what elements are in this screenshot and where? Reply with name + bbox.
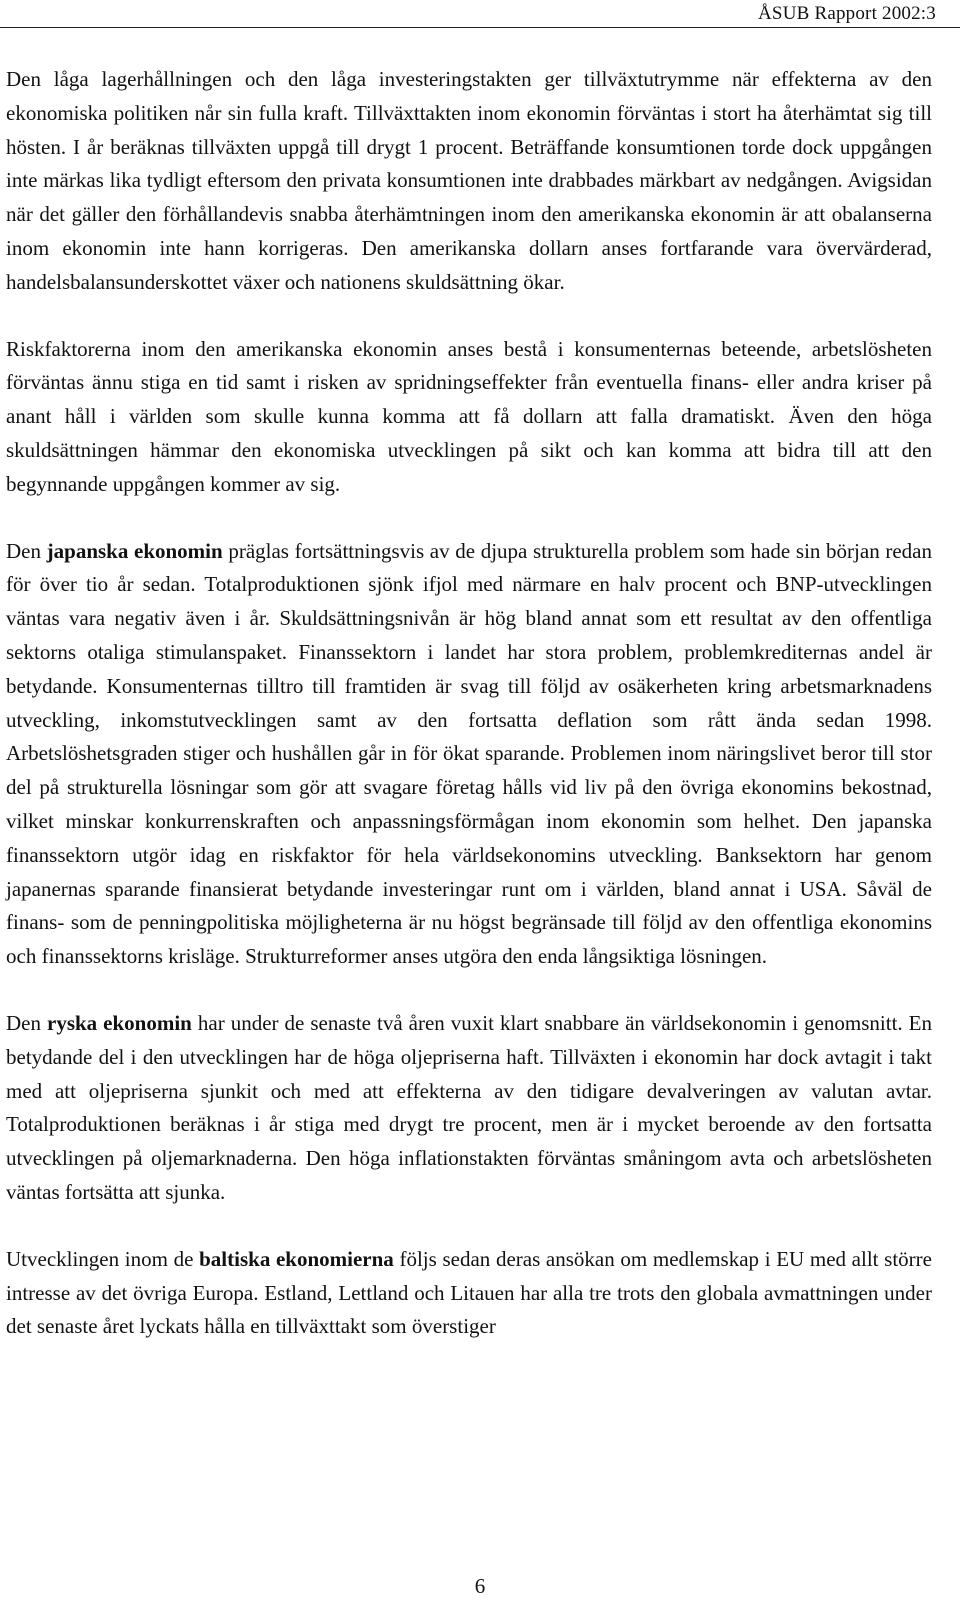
page-number: 6 <box>474 1574 486 1598</box>
paragraph-text: Den <box>6 1010 47 1035</box>
paragraph-text: Den <box>6 538 47 563</box>
document-body <box>6 63 932 1377</box>
paragraph-text: Utvecklingen inom de <box>6 1246 200 1271</box>
highlighted-term: japanska ekonomin <box>46 538 223 563</box>
report-title: ÅSUB Rapport 2002:3 <box>758 3 936 24</box>
page-header <box>0 0 960 28</box>
paragraph-text: präglas fortsättningsvis av de djupa strukturella problem som hade sin början redan för över tio år sedan. Totalproduktionen sjönk ifjol med närmare en halv procent och BNP-utvecklingen väntas vara negativ även i år. Skuldsättningsnivån är hög bland annat som ett resultat av den offentliga sektorns otaliga stimulanspaket. Finanssektorn i landet har stora problem, problemkrediternas andel är betydande. Konsumenternas tilltro till framtiden är svag till följd av osäkerheten kring arbetsmarknadens utveckling, inkomstutvecklingen samt av den fortsatta deflation som rått ända sedan 1998. Arbetslöshetsgraden stiger och hushållen går in för ökat sparande. Problemen inom näringslivet beror till stor del på strukturella lösningar som gör att svagare företag hålls vid liv på den övriga ekonomins bekostnad, vilket minskar konkurrenskraften och anpassningsförmågan inom ekonomin som helhet. Den japanska finanssektorn utgör idag en riskfaktor för hela världsekonomins utveckling. Banksektorn har genom japanernas sparande finansierat betydande investeringar runt om i världen, bland annat i USA. Såväl de finans- som de penningpolitiska möjligheterna är nu högst begränsade till följd av den offentliga ekonomins och finanssektorns krisläge. Strukturreformer anses utgöra den enda långsiktiga lösningen. <box>6 538 932 969</box>
paragraph-us-economy-outlook: Den låga lagerhållningen och den låga investeringstakten ger tillväxtutrymme när effekterna av den ekonomiska politiken når sin fulla kraft. Tillväxttakten inom ekonomin förväntas i stort ha återhämtat sig till hösten. I år beräknas tillväxten uppgå till drygt 1 procent. Beträffande konsumtionen torde dock uppgången inte märkas lika tydligt eftersom den privata konsumtionen inte drabbades märkbart av nedgången. Avigsidan när det gäller den förhållandevis snabba återhämtningen inom den amerikanska ekonomin är att obalanserna inom ekonomin inte hann korrigeras. Den amerikanska dollarn anses fortfarande vara övervärderad, handelsbalansunderskottet växer och nationens skuldsättning ökar. <box>6 67 932 294</box>
paragraph-baltic-economies <box>6 1243 932 1344</box>
paragraph-text: har under de senaste två åren vuxit klart snabbare än världsekonomin i genomsnitt. En betydande del i den utvecklingen har de höga oljepriserna haft. Tillväxten i ekonomin har dock avtagit i takt med att oljepriserna sjunkit och med att effekterna av den tidigare devalveringen av valutan avtar. Totalproduktionen beräknas i år stiga med drygt tre procent, men är i mycket beroende av den fortsatta utvecklingen på oljemarknaderna. Den höga inflationstakten förväntas småningom avta och arbetslösheten väntas fortsätta att sjunka. <box>6 1010 932 1204</box>
paragraph-japanese-economy <box>6 535 932 974</box>
paragraph-russian-economy <box>6 1007 932 1210</box>
highlighted-term: baltiska ekonomierna <box>199 1246 394 1271</box>
highlighted-term: ryska ekonomin <box>47 1010 192 1035</box>
header-divider <box>0 27 960 28</box>
paragraph-us-risk-factors: Riskfaktorerna inom den amerikanska ekonomin anses bestå i konsumenternas beteende, arbetslösheten förväntas ännu stiga en tid samt i risken av spridningseffekter från eventuella finans- eller andra kriser på anant håll i världen som skulle kunna komma att få dollarn att falla dramatiskt. Även den höga skuldsättningen hämmar den ekonomiska utvecklingen på sikt och kan komma att bidra till att den begynnande uppgången kommer av sig. <box>6 336 932 496</box>
paragraph-text: följs sedan deras ansökan om medlemskap i EU med allt större intresse av det övriga Europa. Estland, Lettland och Litauen har alla tre trots den globala avmattningen under det senaste året lyckats hålla en tillväxttakt som överstiger <box>6 1246 932 1339</box>
